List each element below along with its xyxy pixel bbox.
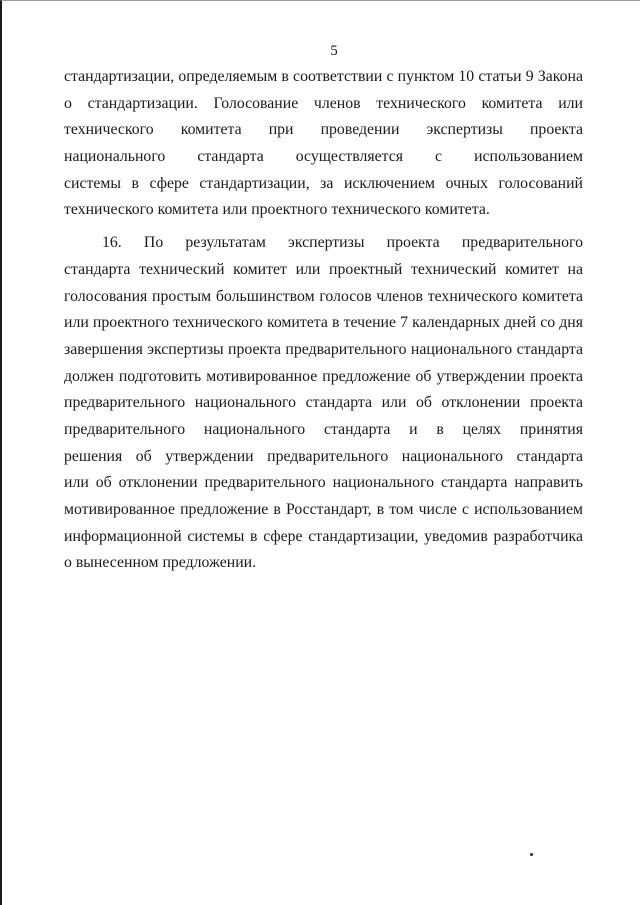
document-body (64, 64, 583, 577)
text-line: или об отклонении предварительного национального стандарта направить (64, 474, 583, 492)
text-line: технического комитета или проектного технического комитета. (64, 201, 490, 219)
text-line: предварительного национального стандарта и в целях принятия (64, 420, 583, 438)
text-line: о вынесенном предложении. (64, 554, 257, 572)
text-line: национального стандарта осуществляется с использованием (64, 148, 583, 166)
text-line: информационной системы в сфере стандартизации, уведомив разработчика (64, 527, 583, 545)
paragraph-continuation (64, 64, 583, 224)
text-line: технического комитета при проведении экспертизы проекта (64, 121, 583, 139)
text-line: системы в сфере стандартизации, за исключением очных голосований (64, 174, 583, 192)
text-line: предварительного национального стандарта или об отклонении проекта (64, 394, 583, 412)
text-line: о стандартизации. Голосование членов технического комитета или (64, 94, 583, 112)
text-line: или проектного технического комитета в течение 7 календарных дней со дня (64, 314, 583, 332)
scan-speck (530, 853, 533, 856)
text-line: 16. По результатам экспертизы проекта предварительного (102, 234, 583, 252)
text-line: стандартизации, определяемым в соответствии с пунктом 10 статьи 9 Закона (64, 68, 583, 85)
text-line: должен подготовить мотивированное предложение об утверждении проекта (64, 367, 583, 385)
paragraph-16 (64, 230, 583, 577)
page-number: 5 (330, 43, 338, 59)
text-line: решения об утверждении предварительного национального стандарта (64, 447, 583, 465)
text-line: завершения экспертизы проекта предварительного национального стандарта (64, 340, 583, 358)
text-line: стандарта технический комитет или проектный технический комитет на (64, 260, 583, 278)
text-line: голосования простым большинством голосов членов технического комитета (64, 287, 583, 305)
text-line: мотивированное предложение в Росстандарт, в том числе с использованием (64, 501, 583, 518)
